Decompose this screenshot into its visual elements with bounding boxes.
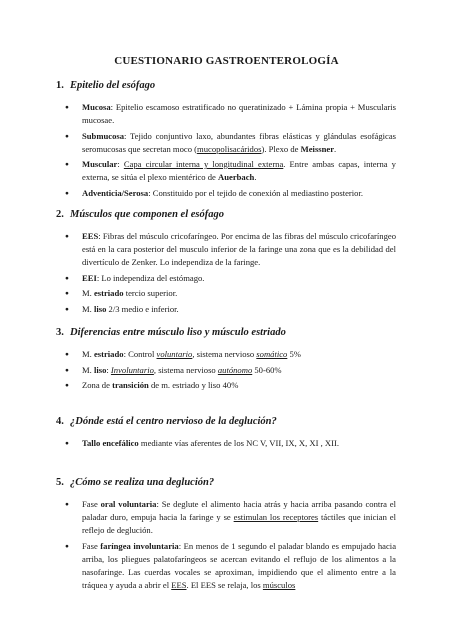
list-item: ● Fase oral voluntaria: Se deglute el alimento hacia atrás y hacia arriba pasando contra el paladar duro, empuja hacia la faringe y se estimulan los receptores táctiles que inician el reflejo de deglución. — [82, 498, 396, 537]
section-musculos — [56, 209, 396, 318]
section-diferencias — [56, 327, 396, 395]
document-title: CUESTIONARIO GASTROENTEROLOGÍA — [114, 55, 339, 67]
list-item: ● Fase faríngea involuntaria: En menos de 1 segundo el paladar blando es empujado hacia arriba, los pliegues palatofaríngeos se acercan evitando el reflujo de los alimentos a la nasofaringe. Las cuerdas vocales se aproximan, impidiendo que el alimento entre a la tráquea y ayuda a abrir el EES. El EES se relaja, los músculos — [82, 540, 396, 592]
bullet-list — [56, 230, 396, 316]
section-heading: 1. Epitelio del esófago — [56, 80, 156, 91]
bullet-list — [56, 101, 396, 200]
section-deglucion — [56, 477, 396, 594]
section-epitelio — [56, 80, 396, 202]
list-item: ● Adventicia/Serosa: Constituido por el tejido de conexión al mediastino posterior. — [82, 187, 396, 200]
list-item: ● Zona de transición de m. estriado y liso 40% — [82, 379, 396, 392]
list-item: ● Submucosa: Tejido conjuntivo laxo, abundantes fibras elásticas y glándulas esofágicas seromucosas que secretan moco (mucopolisacáridos). Plexo de Meissner. — [82, 130, 396, 156]
section-heading: 5. ¿Cómo se realiza una deglución? — [56, 477, 215, 488]
bullet-list — [56, 348, 396, 392]
bullet-list — [56, 498, 396, 592]
list-item: ● Tallo encefálico mediante vías aferentes de los NC V, VII, IX, X, XI , XII. — [82, 437, 396, 450]
section-heading: 4. ¿Dónde está el centro nervioso de la deglución? — [56, 416, 277, 427]
list-item: ● Mucosa: Epitelio escamoso estratificado no queratinizado + Lámina propia + Muscularis mucosae. — [82, 101, 396, 127]
section-heading: 2. Músculos que componen el esófago — [56, 209, 225, 220]
list-item: ● EES: Fibras del músculo cricofaríngeo. Por encima de las fibras del músculo cricofaríngeo está en la cara posterior del musculo inferior de la faringe una zona que es la debilidad del divertículo de Zenker. Lo independiza de la faringe. — [82, 230, 396, 269]
list-item: ● M. liso: Involuntario, sistema nervioso autónomo 50-60% — [82, 364, 396, 377]
list-item: ● M. estriado: Control voluntario, sistema nervioso somático 5% — [82, 348, 396, 361]
list-item: ● Muscular: Capa circular interna y longitudinal externa. Entre ambas capas, interna y externa, se sitúa el plexo mientérico de Auerbach. — [82, 158, 396, 184]
section-heading: 3. Diferencias entre músculo liso y músculo estriado — [56, 327, 286, 338]
list-item: ● M. liso 2/3 medio e inferior. — [82, 303, 396, 316]
bullet-list — [56, 437, 396, 450]
list-item: ● M. estriado tercio superior. — [82, 287, 396, 300]
section-centro-nervioso — [56, 416, 396, 453]
list-item: ● EEI: Lo independiza del estómago. — [82, 272, 396, 285]
